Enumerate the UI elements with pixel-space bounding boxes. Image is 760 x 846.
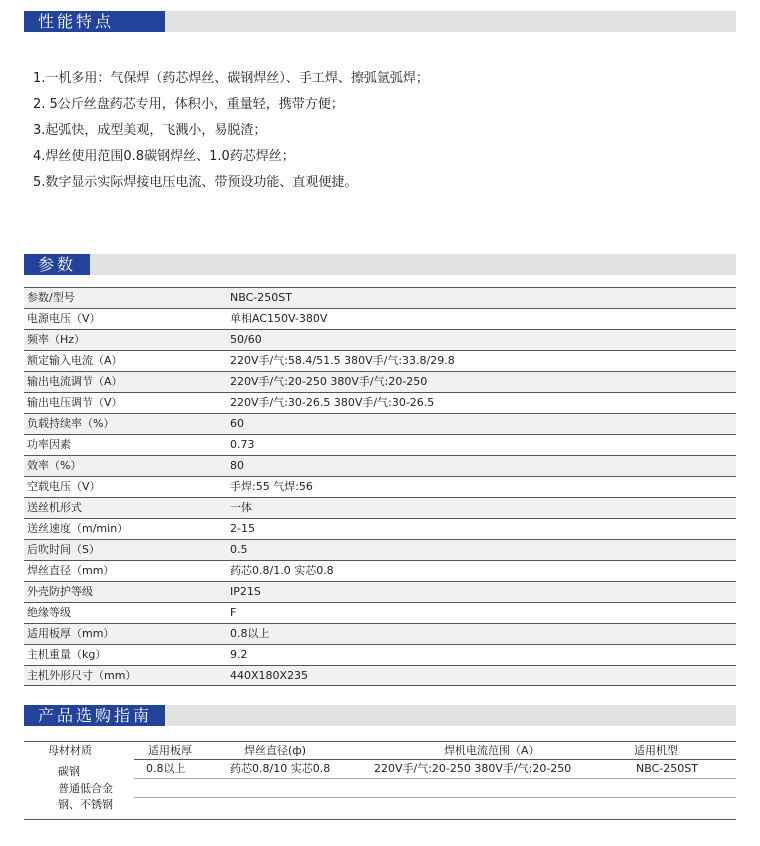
- param-value: 220V手/气:20-250 380V手/气:20-250: [230, 375, 428, 388]
- param-name: 主机外形尺寸（mm）: [27, 669, 137, 682]
- guide-row-rule: [134, 778, 736, 779]
- param-value: 440X180X235: [230, 669, 309, 682]
- param-value: 0.73: [230, 438, 255, 451]
- params-section-title: 参数: [24, 254, 90, 275]
- param-name: 参数/型号: [27, 291, 75, 304]
- feature-item: 1.一机多用：气保焊（药芯焊丝、碳钢焊丝）、手工焊、擦弧氩弧焊；: [33, 71, 429, 86]
- param-value: 2-15: [230, 522, 255, 535]
- guide-header-model: 适用机型: [634, 744, 678, 757]
- params-section-header: [24, 254, 736, 275]
- guide-current-value: 220V手/气:20-250 380V手/气:20-250: [374, 762, 572, 775]
- param-row: [24, 476, 736, 497]
- param-value: 单相AC150V-380V: [230, 312, 328, 325]
- param-row: [24, 287, 736, 308]
- param-value: 一体: [230, 501, 252, 514]
- feature-item: 2. 5公斤丝盘药芯专用，体积小，重量轻，携带方便；: [33, 97, 344, 112]
- param-value: IP21S: [230, 585, 261, 598]
- param-row: [24, 644, 736, 665]
- param-value: 0.8以上: [230, 627, 270, 640]
- param-row: [24, 623, 736, 644]
- param-row: [24, 665, 736, 686]
- feature-item: 3.起弧快，成型美观，飞溅小，易脱渣；: [33, 123, 267, 138]
- param-row: [24, 518, 736, 539]
- features-section-title: 性能特点: [24, 11, 165, 32]
- param-value: 手焊:55 气焊:56: [230, 480, 313, 493]
- guide-section-title: 产品选购指南: [24, 705, 165, 726]
- param-row: [24, 581, 736, 602]
- param-value: 50/60: [230, 333, 262, 346]
- guide-model-value: NBC-250ST: [636, 762, 698, 775]
- param-row: [24, 497, 736, 518]
- param-name: 送丝速度（m/min）: [27, 522, 129, 535]
- guide-header-rule: [134, 759, 736, 760]
- guide-row-rule: [134, 797, 736, 798]
- guide-bottom-rule: [24, 819, 736, 820]
- param-name: 空载电压（V）: [27, 480, 101, 493]
- param-row: [24, 434, 736, 455]
- params-table: [24, 287, 736, 686]
- param-row: [24, 602, 736, 623]
- param-name: 额定输入电流（A）: [27, 354, 123, 367]
- param-name: 适用板厚（mm）: [27, 627, 115, 640]
- param-name: 外壳防护等级: [27, 585, 93, 598]
- guide-wire-value: 药芯0.8/10 实芯0.8: [230, 762, 331, 775]
- param-value: 60: [230, 417, 244, 430]
- guide-top-rule: [24, 741, 736, 742]
- guide-material-line: 普通低合金: [58, 782, 113, 795]
- guide-header-current: 焊机电流范围（A）: [444, 744, 540, 757]
- param-name: 输出电流调节（A）: [27, 375, 123, 388]
- guide-header-wire: 焊丝直径(ф): [244, 744, 306, 757]
- param-row: [24, 539, 736, 560]
- param-value: F: [230, 606, 237, 619]
- param-row: [24, 413, 736, 434]
- guide-header-thickness: 适用板厚: [148, 744, 192, 757]
- features-section-header: [24, 11, 736, 32]
- param-value: 80: [230, 459, 244, 472]
- param-value: 220V手/气:58.4/51.5 380V手/气:33.8/29.8: [230, 354, 455, 367]
- param-name: 频率（Hz）: [27, 333, 86, 346]
- param-row: [24, 455, 736, 476]
- param-name: 后吹时间（S）: [27, 543, 100, 556]
- param-row: [24, 371, 736, 392]
- param-name: 主机重量（kg）: [27, 648, 107, 661]
- guide-header-material: 母材材质: [48, 744, 92, 757]
- feature-item: 5.数字显示实际焊接电压电流、带预设功能、直观便捷。: [33, 175, 358, 190]
- param-value: 9.2: [230, 648, 248, 661]
- param-row: [24, 329, 736, 350]
- guide-section-header: [24, 705, 736, 726]
- feature-item: 4.焊丝使用范围0.8碳钢焊丝、1.0药芯焊丝；: [33, 149, 295, 164]
- param-name: 输出电压调节（V）: [27, 396, 123, 409]
- param-value: NBC-250ST: [230, 291, 292, 304]
- param-name: 焊丝直径（mm）: [27, 564, 115, 577]
- param-value: 220V手/气:30-26.5 380V手/气:30-26.5: [230, 396, 435, 409]
- param-row: [24, 392, 736, 413]
- param-name: 电源电压（V）: [27, 312, 101, 325]
- param-name: 绝缘等级: [27, 606, 71, 619]
- param-row: [24, 560, 736, 581]
- guide-material-line: 钢、不锈钢: [58, 798, 113, 811]
- param-row: [24, 308, 736, 329]
- param-value: 药芯0.8/1.0 实芯0.8: [230, 564, 334, 577]
- guide-thickness-value: 0.8以上: [146, 762, 186, 775]
- param-row: [24, 350, 736, 371]
- param-name: 效率（%）: [27, 459, 82, 472]
- features-list: [33, 66, 429, 196]
- param-value: 0.5: [230, 543, 248, 556]
- param-name: 功率因素: [27, 438, 71, 451]
- guide-material-line: 碳钢: [58, 765, 80, 778]
- param-name: 负载持续率（%）: [27, 417, 115, 430]
- param-name: 送丝机形式: [27, 501, 82, 514]
